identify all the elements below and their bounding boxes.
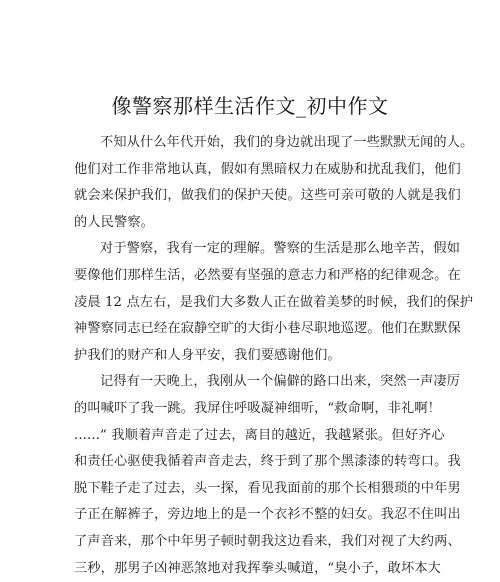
text-line: 不知从什么年代开始，我们的身边就出现了一些默默无闻的人。 (74, 130, 434, 157)
text-line: 就会来保护我们，做我们的保护天使。这些可亲可敬的人就是我们 (74, 183, 434, 210)
text-line: 的叫喊吓了我一跳。我屏住呼吸凝神细听，“救命啊，非礼啊！ (74, 396, 434, 423)
text-line: 对于警察，我有一定的理解。警察的生活是那么地辛苦，假如 (74, 236, 434, 263)
text-line: 和责任心驱使我循着声音走去，终于到了那个黑漆漆的转弯口。我 (74, 449, 434, 476)
text-line: 护我们的财产和人身平安，我们要感谢他们。 (74, 343, 434, 370)
text-line: 他们对工作非常地认真，假如有黑暗权力在威胁和扰乱我们，他们 (74, 157, 434, 184)
text-line: 三秒，那男子凶神恶煞地对我挥拳头喊道，“臭小子，敢坏本大 (74, 556, 434, 582)
text-line: 子正在解裤子，旁边地上的是一个衣衫不整的妇女。我忍不住叫出 (74, 502, 434, 529)
text-line: 凌晨 12 点左右，是我们大多数人正在做着美梦的时候，我们的保护 (74, 290, 434, 317)
article-body (74, 130, 434, 582)
text-line: 记得有一天晚上，我刚从一个偏僻的路口出来，突然一声凄厉 (74, 369, 434, 396)
text-line: 了声音来，那个中年男子顿时朝我这边看来，我们对视了大约两、 (74, 529, 434, 556)
text-line: ......” 我顺着声音走了过去，离目的越近，我越紧张。但好齐心 (74, 423, 434, 450)
text-line: 的人民警察。 (74, 210, 434, 237)
text-line: 脱下鞋子走了过去，头一探，看见我面前的那个长相猥琐的中年男 (74, 476, 434, 503)
page-title: 像警察那样生活作文_初中作文 (0, 93, 500, 119)
text-line: 神警察同志已经在寂静空旷的大街小巷尽职地巡逻。他们在默默保 (74, 316, 434, 343)
text-line: 要像他们那样生活，必然要有坚强的意志力和严格的纪律观念。在 (74, 263, 434, 290)
